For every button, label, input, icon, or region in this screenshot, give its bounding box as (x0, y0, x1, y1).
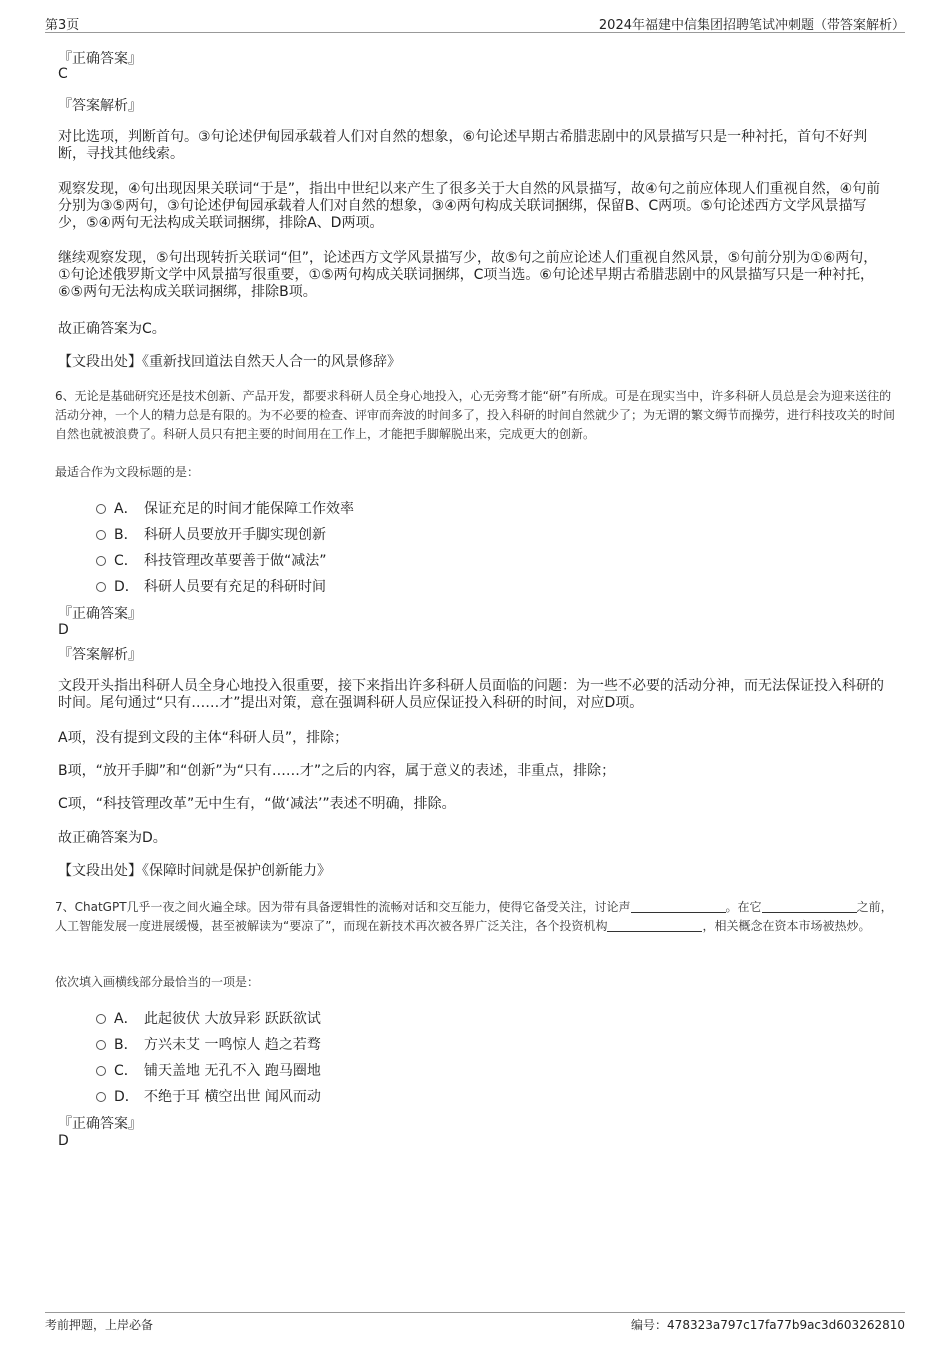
option-b[interactable]: B． 科研人员要放开手脚实现创新 (96, 524, 326, 544)
radio-icon[interactable] (96, 556, 106, 566)
radio-icon[interactable] (96, 530, 106, 540)
question-stem: 6、无论是基础研究还是技术创新、产品开发，都要求科研人员全身心地投入，心无旁骛才能“研”有所成。可是在现实当中，许多科研人员总是会为迎来送往的活动分神，一个人的精力总是有限的。为不必要的检查、评审而奔波的时间多了，投入科研的时间自然就少了；为无谓的繁文缛节而操劳，进行科技攻关的时间自然也就被浪费了。科研人员只有把主要的时间用在工作上，才能把手脚解脱出来，完成更大的创新。 (55, 389, 896, 441)
radio-icon[interactable] (96, 504, 106, 514)
option-a[interactable]: A． 此起彼伏 大放异彩 跃跃欲试 (96, 1008, 321, 1028)
analysis-conclusion: 故正确答案为C。 (58, 321, 166, 337)
fill-blank (631, 900, 726, 913)
analysis-tag: 『答案解析』 (58, 647, 142, 663)
page-header (45, 12, 905, 33)
radio-icon[interactable] (96, 1066, 106, 1076)
question-prompt: 依次填入画横线部分最恰当的一项是： (55, 975, 260, 989)
radio-icon[interactable] (96, 1040, 106, 1050)
analysis-conclusion: 故正确答案为D。 (58, 830, 167, 846)
source-citation: 【文段出处】《重新找回道法自然天人合一的风景修辞》 (58, 354, 401, 370)
radio-icon[interactable] (96, 1092, 106, 1102)
analysis-paragraph: 继续观察发现，⑤句出现转折关联词“但”，论述西方文学风景描写少，故⑤句之前应论述人们重视自然风景，⑤句前分别为①⑥两句，①句论述俄罗斯文学中风景描写很重要，①⑤两句构成关联词捆绑，C项当选。⑥句论述早期古希腊悲剧中的风景描写只是一种衬托，⑥⑤两句无法构成关联词捆绑，排除B项。 (58, 250, 878, 300)
analysis-paragraph: C项，“科技管理改革”无中生有，“做‘减法’”表述不明确，排除。 (58, 796, 456, 812)
analysis-paragraph: A项，没有提到文段的主体“科研人员”，排除； (58, 730, 349, 746)
source-citation: 【文段出处】《保障时间就是保护创新能力》 (58, 863, 331, 879)
correct-answer: D (58, 622, 69, 638)
answer-tag: 『正确答案』 (58, 1116, 142, 1132)
analysis-paragraph: 文段开头指出科研人员全身心地投入很重要，接下来指出许多科研人员面临的问题：为一些不必要的活动分神，而无法保证投入科研的时间。尾句通过“只有……才”提出对策，意在强调科研人员应保证投入科研的时间，对应D项。 (58, 678, 884, 711)
question-stem: 7、ChatGPT几乎一夜之间火遍全球。因为带有具备逻辑性的流畅对话和交互能力，使得它备受关注，讨论声 。在它 之前，人工智能发展一度进展缓慢，甚至被解读为“要凉了”，而现在新技术再次被各界广泛关注，各个投资机构 ，相关概念在资本市场被热炒。 (55, 900, 893, 933)
option-d[interactable]: D． 科研人员要有充足的科研时间 (96, 576, 326, 596)
page-number: 第3页 (45, 18, 80, 33)
correct-answer: D (58, 1133, 69, 1149)
analysis-tag: 『答案解析』 (58, 98, 142, 114)
option-c[interactable]: C． 科技管理改革要善于做“减法” (96, 550, 327, 570)
radio-icon[interactable] (96, 1014, 106, 1024)
fill-blank (762, 900, 857, 913)
answer-tag: 『正确答案』 (58, 51, 142, 67)
option-c[interactable]: C． 铺天盖地 无孔不入 跑马圈地 (96, 1060, 321, 1080)
option-b[interactable]: B． 方兴未艾 一鸣惊人 趋之若骛 (96, 1034, 321, 1054)
option-d[interactable]: D． 不绝于耳 横空出世 闻风而动 (96, 1086, 321, 1106)
analysis-paragraph: 对比选项，判断首句。③句论述伊甸园承载着人们对自然的想象，⑥句论述早期古希腊悲剧中的风景描写只是一种衬托，首句不好判断，寻找其他线索。 (58, 129, 868, 162)
analysis-paragraph: 观察发现，④句出现因果关联词“于是”，指出中世纪以来产生了很多关于大自然的风景描写，故④句之前应体现人们重视自然，④句前分别为③⑤两句，③句论述伊甸园承载着人们对自然的想象，③④两句构成关联词捆绑，保留B、C两项。⑤句论述西方文学风景描写少，⑤④两句无法构成关联词捆绑，排除A、D两项。 (58, 181, 881, 231)
analysis-paragraph: B项，“放开手脚”和“创新”为“只有……才”之后的内容，属于意义的表述，非重点，排除； (58, 763, 616, 779)
option-a[interactable]: A． 保证充足的时间才能保障工作效率 (96, 498, 354, 518)
page-footer (45, 1312, 905, 1332)
question-prompt: 最适合作为文段标题的是： (55, 465, 200, 479)
document-id: 编号：478323a797c17fa77b9ac3d603262810 (631, 1318, 905, 1332)
fill-blank (607, 919, 702, 932)
radio-icon[interactable] (96, 582, 106, 592)
answer-tag: 『正确答案』 (58, 606, 142, 622)
footer-slogan: 考前押题，上岸必备 (45, 1318, 154, 1332)
correct-answer: C (58, 66, 68, 82)
document-title: 2024年福建中信集团招聘笔试冲刺题（带答案解析） (598, 18, 905, 33)
